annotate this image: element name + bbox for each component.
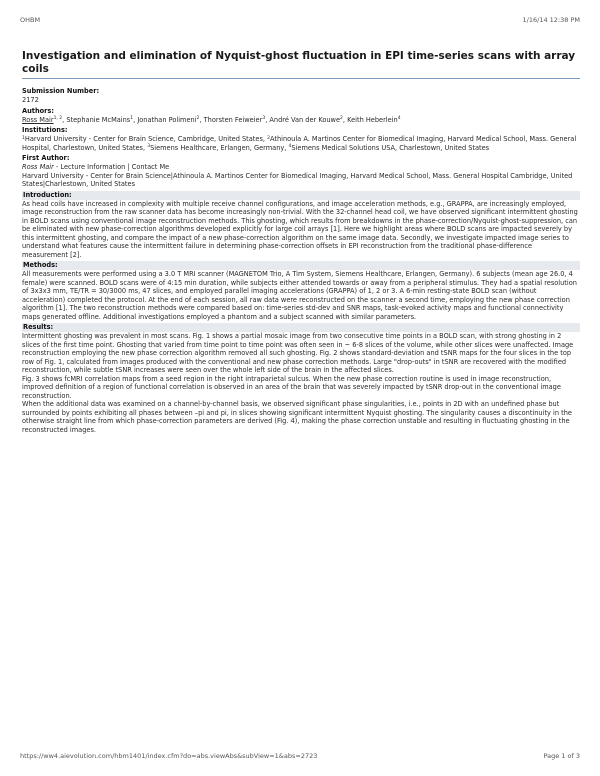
institution-index: 4 (288, 144, 292, 149)
institution-name: Siemens Medical Solutions USA, Charlestown, United States (291, 143, 490, 152)
methods-text: All measurements were performed using a 3.0 T MRI scanner (MAGNETOM Trio, A Tim System, Siemens Healthcare, Erlangen, Germany). 6 subjects (mean age 26.0, 4 female) were scanned. BOLD scans were of 4:15 min duration, while subjects either attended towards or away from a peripheral stimulus. They had a spatial resolution of 3x3x3 mm, TE/TR = 30/3000 ms, 47 slices, and employed parallel imaging accelerations (GRAPPA) of 1, 2 or 3. A 6-min resting-state BOLD scan (without acceleration) completed the protocol. At the end of each session, all raw data were reconstructed on the scanner a second time, employing the new phase correction algorithm [1]. The two reconstruction methods were compared based on: time-series std-dev and SNR maps, task-evoked activity maps and functional connectivity maps generated offline. Additional investigations employed a phantom and a subject scanned with similar parameters. (22, 270, 577, 321)
author-name: Jonathan Polimeni (137, 115, 197, 124)
author-separator: , (133, 115, 138, 124)
author-name: Keith Heberlein (347, 115, 398, 124)
institutions-list (22, 135, 580, 152)
author-affiliation-index: 3 (262, 116, 266, 121)
author-affiliation-index: 4 (397, 116, 401, 121)
abstract-title: Investigation and elimination of Nyquist-ghost fluctuation in EPI time-series scans with array coils (22, 50, 576, 75)
results-paragraph-1: Intermittent ghosting was prevalent in most scans. Fig. 1 shows a partial mosaic image from two consecutive time points in a BOLD scan, with strong ghosting in 2 slices of the first time point. Ghosting that varied from time point to time point was often seen in ~ 6-8 slices of the volume, while other slices were unaffected. Image reconstruction employing the new phase correction algorithm removed all such ghosting. Fig. 2 shows standard-deviation and tSNR maps for the four slices in the top row of Fig. 1, calculated from images produced with the conventional and new phase correction methods. Large "drop-outs" in tSNR are recovered with the modified reconstruction, while subtle tSNR increases were seen over the whole left side of the brain in the affected slices. (22, 332, 574, 374)
author-name[interactable]: Ross Mair (22, 115, 54, 124)
title-divider (22, 78, 580, 79)
submission-number-value: 2172 (22, 96, 39, 104)
institution-name: Harvard University - Center for Brain Science, Cambridge, United States, (24, 135, 268, 143)
institution-name: Siemens Healthcare, Erlangen, Germany, (150, 143, 289, 152)
authors-list (22, 116, 580, 125)
institution-index: 3 (147, 144, 151, 149)
header-datetime: 1/16/14 12:38 PM (522, 16, 580, 24)
author-name: Thorsten Feiweier (203, 115, 263, 124)
authors-label: Authors: (22, 106, 54, 115)
author-name: Stephanie McMains (66, 115, 131, 124)
author-separator: , (199, 115, 204, 124)
first-author-label: First Author: (22, 154, 70, 162)
results-paragraph-2: Fig. 3 shows fcMRI correlation maps from a seed region in the right intraparietal sulcus. When the new phase correction routine is used in image reconstruction, improved definition of a region of functional correlation is observed in an area of the brain that was severely impacted by tSNR drop-out in the conventional image reconstruction. (22, 374, 561, 400)
author-separator: , (62, 115, 67, 124)
author-name: André Van der Kouwe (269, 115, 341, 124)
footer-page-number: Page 1 of 3 (543, 752, 580, 760)
results-paragraph-3: When the additional data was examined on a channel-by-channel basis, we observed significant phase singularities, i.e., points in 2D with an undefined phase but surrounded by points exhibiting all phases between –pi and pi, in slices showing significant intermittent Nyquist ghosting. The singularity causes a discontinuity in the otherwise straight line from which phase-correction parameters are derived (Fig. 4), making the phase correction unstable and resulting in fluctuating ghosting in the reconstructed images. (22, 400, 572, 434)
submission-number-label: Submission Number: (22, 87, 100, 95)
methods-heading: Methods: (22, 261, 580, 270)
first-author-affiliation: Harvard University - Center for Brain Science|Athinoula A. Martinos Center for Biomedical Imaging, Harvard Medical School, Mass. General Hospital Cambridge, United States|Charlestown, United States (22, 171, 573, 188)
introduction-text: As head coils have increased in complexity with multiple receive channel configurations, and image acceleration methods, e.g., GRAPPA, are increasingly employed, image reconstruction from the raw scanner data has become increasingly non-trivial. With the 32-channel head coil, we have observed significant intermittent ghosting in BOLD scans using conventional image reconstruction methods. This ghosting, which results from breakdowns in the phase-correction/Nyquist-ghost-suppression, can be eliminated with new phase-correction algorithms developed explicitly for large coil arrays [1]. Here we highlight areas where BOLD scans are impacted severely by this intermittent ghosting, and compare the impact of a new phase-correction algorithm on the same image data. Secondly, we investigate impacted image series to understand what features cause the intermittent failure in determining phase-correction offsets in EPI reconstruction from the traditional phase-difference measurement [2]. (22, 199, 578, 259)
institution-index: 2 (267, 135, 270, 141)
institution-name: Athinoula A. Martinos Center for Biomedical Imaging, Harvard Medical School, Mass. General Hospital, Charlestown, United States, (22, 135, 577, 152)
author-affiliation-index: 1, 2 (53, 116, 63, 121)
introduction-heading: Introduction: (22, 191, 580, 200)
first-author-name: Ross Mair (22, 163, 54, 171)
first-author-block (22, 163, 580, 189)
author-affiliation-index: 2 (340, 116, 343, 121)
results-paragraph (22, 332, 580, 434)
abstract-document (22, 50, 580, 436)
institutions-label: Institutions: (22, 126, 68, 134)
author-separator: , (342, 115, 348, 124)
author-affiliation-index: 2 (196, 116, 200, 121)
author-affiliation-index: 1 (130, 116, 134, 121)
first-author-links[interactable]: - Lecture Information | Contact Me (53, 163, 170, 171)
author-separator: , (265, 115, 270, 124)
header-site: OHBM (20, 16, 41, 24)
institution-index: 1 (22, 135, 25, 141)
results-heading: Results: (22, 323, 580, 332)
footer-url[interactable]: https://ww4.aievolution.com/hbm1401/index.cfm?do=abs.viewAbs&subView=1&abs=2723 (20, 752, 318, 760)
